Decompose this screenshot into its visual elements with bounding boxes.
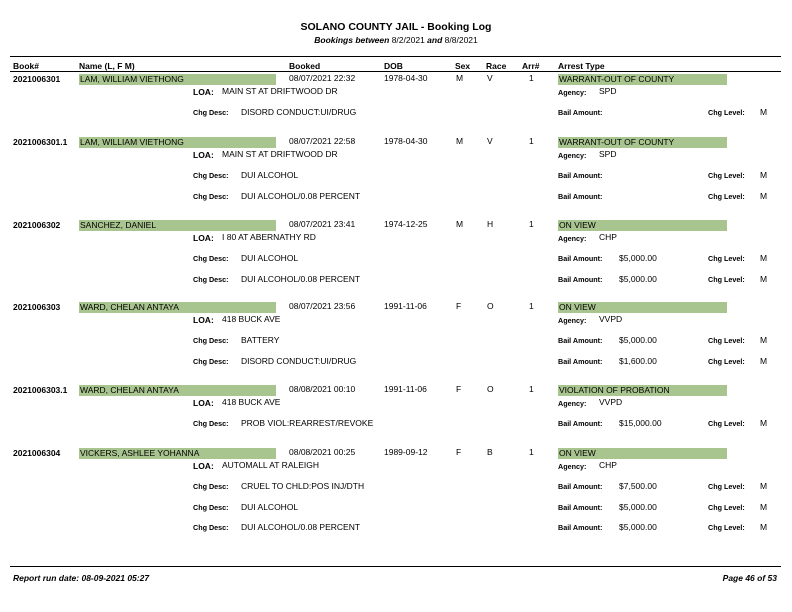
date-of-birth: 1991-11-06 (384, 384, 427, 394)
arrest-type: WARRANT-OUT OF COUNTY (558, 74, 727, 85)
agency-label: Agency: (558, 462, 587, 471)
bail-amount-label: Bail Amount: (558, 191, 603, 201)
agency-value: SPD (599, 86, 617, 96)
location-of-arrest: 418 BUCK AVE (222, 314, 281, 324)
inmate-name: SANCHEZ, DANIEL (79, 220, 276, 231)
bail-amount-label: Bail Amount: (558, 108, 603, 117)
loa-label: LOA: (193, 233, 214, 243)
bail-amount: $15,000.00 (619, 418, 662, 428)
location-of-arrest: AUTOMALL AT RALEIGH (222, 460, 319, 470)
arrest-number: 1 (529, 384, 534, 394)
report-run-date: Report run date: 08-09-2021 05:27 (13, 573, 150, 583)
bail-amount-label: Bail Amount: (558, 419, 603, 428)
bail-amount: $5,000.00 (619, 335, 657, 345)
charge-desc-label: Chg Desc: (193, 171, 229, 180)
date-to: 8/8/2021 (444, 35, 478, 45)
inmate-name: WARD, CHELAN ANTAYA (79, 302, 276, 313)
charge-desc-label: Chg Desc: (193, 108, 229, 117)
charge-description: CRUEL TO CHLD:POS INJ/DTH (241, 481, 365, 491)
sex-value: M (456, 73, 464, 83)
agency-value: CHP (599, 460, 617, 470)
charge-level: M (760, 273, 768, 284)
charge-level: M (760, 335, 768, 345)
race-value: B (487, 447, 493, 457)
charge-level-label: Chg Level: (708, 254, 745, 263)
location-of-arrest: MAIN ST AT DRIFTWOOD DR (222, 86, 338, 96)
charge-desc-label: Chg Desc: (193, 482, 229, 491)
sex-value: M (456, 219, 464, 229)
arrest-type: VIOLATION OF PROBATION (558, 385, 727, 396)
agency-value: CHP (599, 232, 617, 242)
location-of-arrest: I 80 AT ABERNATHY RD (222, 232, 316, 242)
booked-datetime: 08/07/2021 22:32 (289, 73, 356, 83)
bail-amount-label: Bail Amount: (558, 274, 603, 284)
charge-level: M (760, 481, 768, 491)
race-value: V (487, 136, 493, 146)
booking-number: 2021006304 (13, 448, 61, 458)
agency-label: Agency: (558, 316, 587, 325)
inmate-name: LAM, WILLIAM VIETHONG (79, 74, 276, 85)
date-of-birth: 1989-09-12 (384, 447, 428, 457)
booking-number: 2021006303 (13, 302, 61, 312)
charge-level: M (760, 522, 768, 532)
race-value: O (487, 384, 494, 394)
charge-description: DUI ALCOHOL/0.08 PERCENT (241, 522, 361, 532)
arrest-number: 1 (529, 136, 534, 146)
agency-value: VVPD (599, 314, 623, 324)
agency-value: VVPD (599, 397, 623, 407)
arrest-number: 1 (529, 219, 534, 229)
charge-desc-label: Chg Desc: (193, 336, 229, 345)
sex-value: F (456, 301, 462, 311)
race-value: V (487, 73, 493, 83)
col-header-sex: Sex (455, 61, 471, 71)
location-of-arrest: MAIN ST AT DRIFTWOOD DR (222, 149, 338, 159)
charge-desc-label: Chg Desc: (193, 523, 229, 532)
report-title: SOLANO COUNTY JAIL - Booking Log (300, 21, 492, 33)
charge-level-label: Chg Level: (708, 502, 745, 512)
date-of-birth: 1978-04-30 (384, 73, 428, 83)
bail-amount-label: Bail Amount: (558, 336, 603, 345)
charge-level-label: Chg Level: (708, 274, 745, 284)
col-header-book: Book# (13, 61, 39, 71)
bail-amount-label: Bail Amount: (558, 482, 603, 491)
booking-number: 2021006303.1 (13, 385, 68, 395)
bail-amount-label: Bail Amount: (558, 254, 603, 263)
date-of-birth: 1978-04-30 (384, 136, 428, 146)
agency-label: Agency: (558, 234, 587, 243)
booked-datetime: 08/07/2021 23:56 (289, 301, 356, 311)
charge-description: DUI ALCOHOL (241, 253, 299, 263)
agency-value: SPD (599, 149, 617, 159)
col-header-race: Race (486, 61, 507, 71)
charge-description: DUI ALCOHOL/0.08 PERCENT (241, 273, 361, 284)
date-of-birth: 1991-11-06 (384, 301, 427, 311)
bail-amount: $1,600.00 (619, 355, 657, 366)
col-header-dob: DOB (384, 61, 403, 71)
bail-amount: $7,500.00 (619, 481, 657, 491)
charge-description: BATTERY (241, 335, 280, 345)
charge-description: DUI ALCOHOL (241, 501, 299, 512)
col-header-arr: Arr# (522, 61, 540, 71)
booked-datetime: 08/08/2021 00:25 (289, 447, 356, 457)
charge-level-label: Chg Level: (708, 482, 745, 491)
and-word: and (427, 35, 443, 45)
charge-level-label: Chg Level: (708, 171, 745, 180)
sex-value: M (456, 136, 464, 146)
charge-level-label: Chg Level: (708, 108, 745, 117)
loa-label: LOA: (193, 461, 214, 471)
charge-level: M (760, 170, 768, 180)
charge-description: DUI ALCOHOL (241, 170, 299, 180)
charge-level-label: Chg Level: (708, 356, 745, 366)
race-value: O (487, 301, 494, 311)
col-header-arrest-type: Arrest Type (558, 61, 605, 71)
charge-level: M (760, 355, 768, 366)
arrest-type: ON VIEW (558, 448, 727, 459)
date-of-birth: 1974-12-25 (384, 219, 428, 229)
charge-level: M (760, 418, 768, 428)
charge-level: M (760, 190, 768, 201)
header-bottom-rule (10, 71, 781, 72)
charge-desc-label: Chg Desc: (193, 191, 229, 201)
charge-desc-label: Chg Desc: (193, 254, 229, 263)
arrest-number: 1 (529, 73, 534, 83)
bail-amount: $5,000.00 (619, 522, 657, 532)
arrest-type: ON VIEW (558, 302, 727, 313)
bail-amount: $5,000.00 (619, 253, 657, 263)
charge-level-label: Chg Level: (708, 336, 745, 345)
charge-level: M (760, 501, 768, 512)
charge-desc-label: Chg Desc: (193, 356, 229, 366)
date-from: 8/2/2021 (391, 35, 425, 45)
col-header-booked: Booked (289, 61, 321, 71)
sex-value: F (456, 384, 462, 394)
loa-label: LOA: (193, 150, 214, 160)
charge-desc-label: Chg Desc: (193, 502, 229, 512)
charge-desc-label: Chg Desc: (193, 419, 229, 428)
subtitle-prefix: Bookings between (314, 35, 390, 45)
page-number: Page 46 of 53 (722, 573, 777, 583)
agency-label: Agency: (558, 88, 587, 97)
agency-label: Agency: (558, 399, 587, 408)
arrest-type: ON VIEW (558, 220, 727, 231)
bail-amount: $5,000.00 (619, 273, 657, 284)
loa-label: LOA: (193, 315, 214, 325)
inmate-name: LAM, WILLIAM VIETHONG (79, 137, 276, 148)
inmate-name: VICKERS, ASHLEE YOHANNA (79, 448, 276, 459)
bail-amount: $5,000.00 (619, 501, 657, 512)
bail-amount-label: Bail Amount: (558, 502, 603, 512)
charge-level-label: Chg Level: (708, 523, 745, 532)
charge-desc-label: Chg Desc: (193, 274, 229, 284)
arrest-number: 1 (529, 447, 534, 457)
booked-datetime: 08/07/2021 22:58 (289, 136, 356, 146)
footer-rule (10, 566, 781, 567)
col-header-name: Name (L, F M) (79, 61, 135, 71)
race-value: H (487, 219, 494, 229)
charge-level: M (760, 107, 768, 117)
header-top-rule (10, 56, 781, 57)
location-of-arrest: 418 BUCK AVE (222, 397, 281, 407)
charge-level: M (760, 253, 768, 263)
loa-label: LOA: (193, 398, 214, 408)
charge-description: DISORD CONDUCT:UI/DRUG (241, 355, 357, 366)
bail-amount-label: Bail Amount: (558, 171, 603, 180)
arrest-type: WARRANT-OUT OF COUNTY (558, 137, 727, 148)
charge-level-label: Chg Level: (708, 419, 745, 428)
bail-amount-label: Bail Amount: (558, 523, 603, 532)
charge-description: DUI ALCOHOL/0.08 PERCENT (241, 190, 361, 201)
booked-datetime: 08/07/2021 23:41 (289, 219, 356, 229)
inmate-name: WARD, CHELAN ANTAYA (79, 385, 276, 396)
bail-amount-label: Bail Amount: (558, 356, 603, 366)
booking-number: 2021006301 (13, 74, 61, 84)
loa-label: LOA: (193, 87, 214, 97)
sex-value: F (456, 447, 462, 457)
charge-level-label: Chg Level: (708, 191, 745, 201)
agency-label: Agency: (558, 151, 587, 160)
report-subtitle (0, 35, 792, 45)
charge-description: PROB VIOL:REARREST/REVOKE (241, 418, 374, 428)
booking-number: 2021006301.1 (13, 137, 68, 147)
booked-datetime: 08/08/2021 00:10 (289, 384, 356, 394)
booking-number: 2021006302 (13, 220, 61, 230)
charge-description: DISORD CONDUCT:UI/DRUG (241, 107, 357, 117)
arrest-number: 1 (529, 301, 534, 311)
